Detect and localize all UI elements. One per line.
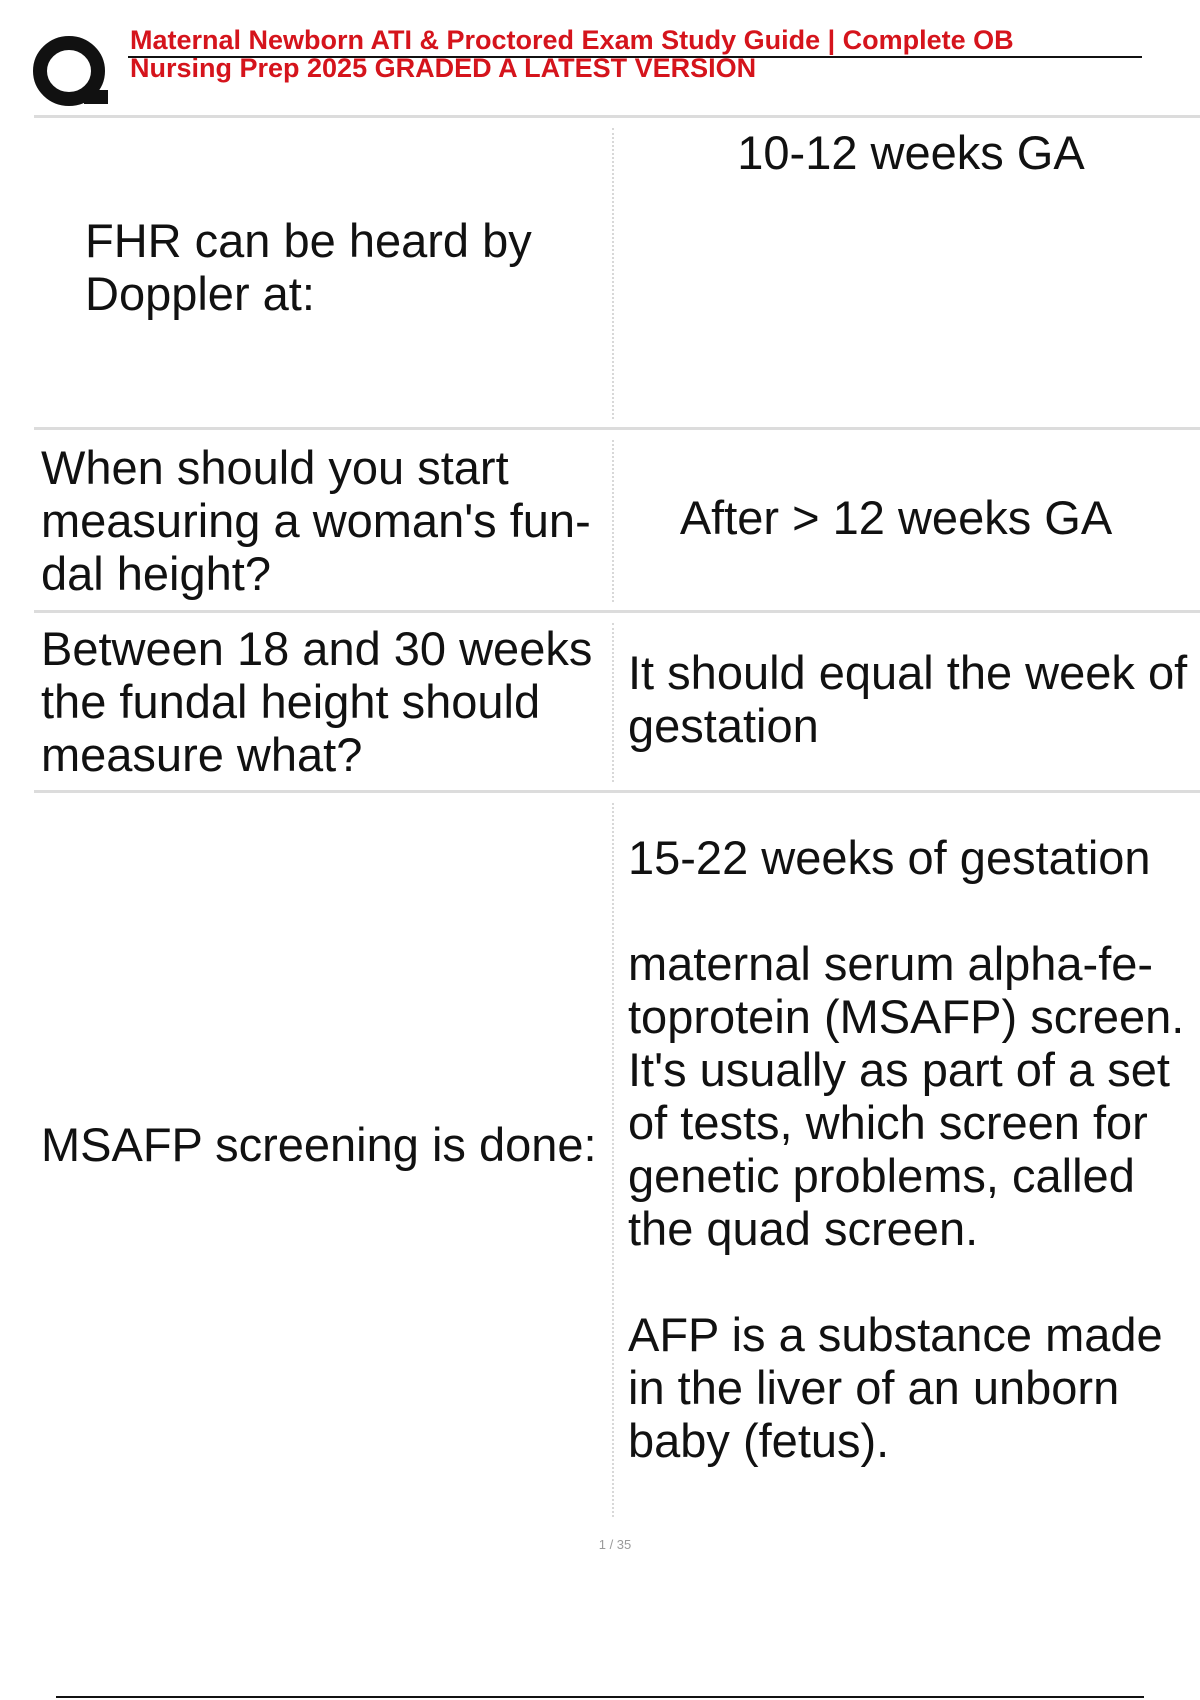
footer-divider <box>56 1696 1144 1698</box>
document-title: Maternal Newborn ATI & Proctored Exam Study Guide | Complete OB Nursing Prep 2025 GRADED A LATEST VERSION <box>130 25 1014 83</box>
column-divider <box>612 128 614 419</box>
definition-text: It should equal the week of gestation <box>628 645 1188 752</box>
flashcard-term <box>34 430 612 610</box>
flashcard-definition <box>622 118 1200 427</box>
definition-paragraph: maternal serum alpha-fe-toprotein (MSAFP) screen. It's usually as part of a set of tests, which screen for genetic problems, called the quad screen. <box>628 937 1185 1255</box>
flashcard-definition <box>622 793 1200 1525</box>
column-divider <box>612 803 614 1517</box>
flashcard-term <box>34 793 612 1525</box>
term-text: When should you start measuring a woman's fun-dal height? <box>41 440 591 600</box>
column-divider <box>612 623 614 782</box>
column-divider <box>612 440 614 602</box>
header-divider <box>128 56 1142 58</box>
term-text: FHR can be heard by Doppler at: <box>85 213 532 320</box>
flashcard-term <box>34 613 612 790</box>
definition-text: After > 12 weeks GA <box>679 490 1113 544</box>
flashcard-term <box>34 118 612 427</box>
flashcard-definition <box>622 430 1200 610</box>
definition-text: 10-12 weeks GA <box>737 126 1085 179</box>
flashcard-row <box>34 790 1200 1525</box>
flashcard-row <box>34 427 1200 610</box>
page-number: 1 / 35 <box>598 1537 632 1552</box>
flashcard-definition <box>622 613 1200 790</box>
definition-paragraph: AFP is a substance made in the liver of an unborn baby (fetus). <box>628 1308 1163 1467</box>
q-logo-icon <box>32 34 110 112</box>
flashcard-row <box>34 115 1200 427</box>
term-text: MSAFP screening is done: <box>41 1117 597 1171</box>
term-text: Between 18 and 30 weeks the fundal height should measure what? <box>41 622 593 781</box>
definition-paragraph: 15-22 weeks of gestation <box>628 831 1151 884</box>
flashcard-row <box>34 610 1200 790</box>
